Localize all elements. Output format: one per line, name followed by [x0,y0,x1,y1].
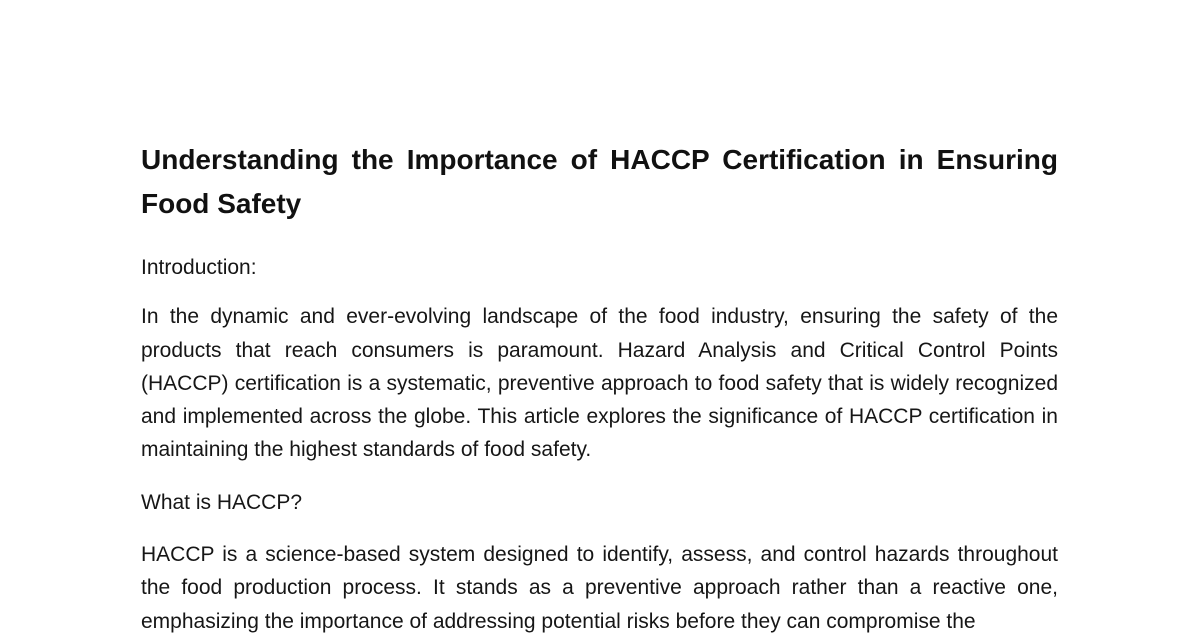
intro-paragraph: In the dynamic and ever-evolving landscape of the food industry, ensuring the safety of the products that reach consumers is paramount. Hazard Analysis and Critical Control Points (HACCP) certification is a systematic, preventive approach to food safety that is widely recognized and implemented across the globe. This article explores the significance of HACCP certification in maintaining the highest standards of food safety. [141,305,1058,462]
section-heading: What is HACCP? [141,490,303,514]
intro-heading: Introduction: [141,256,257,279]
section-paragraph: HACCP is a science-based system designed to identify, assess, and control hazards throughout the food production process. It stands as a preventive approach rather than a reactive one, emphasizing the importance of addressing potential risks before they can compromise the [141,543,1058,633]
document-title: Understanding the Importance of HACCP Certification in Ensuring Food Safety [141,144,1058,219]
document-page [141,138,1058,638]
